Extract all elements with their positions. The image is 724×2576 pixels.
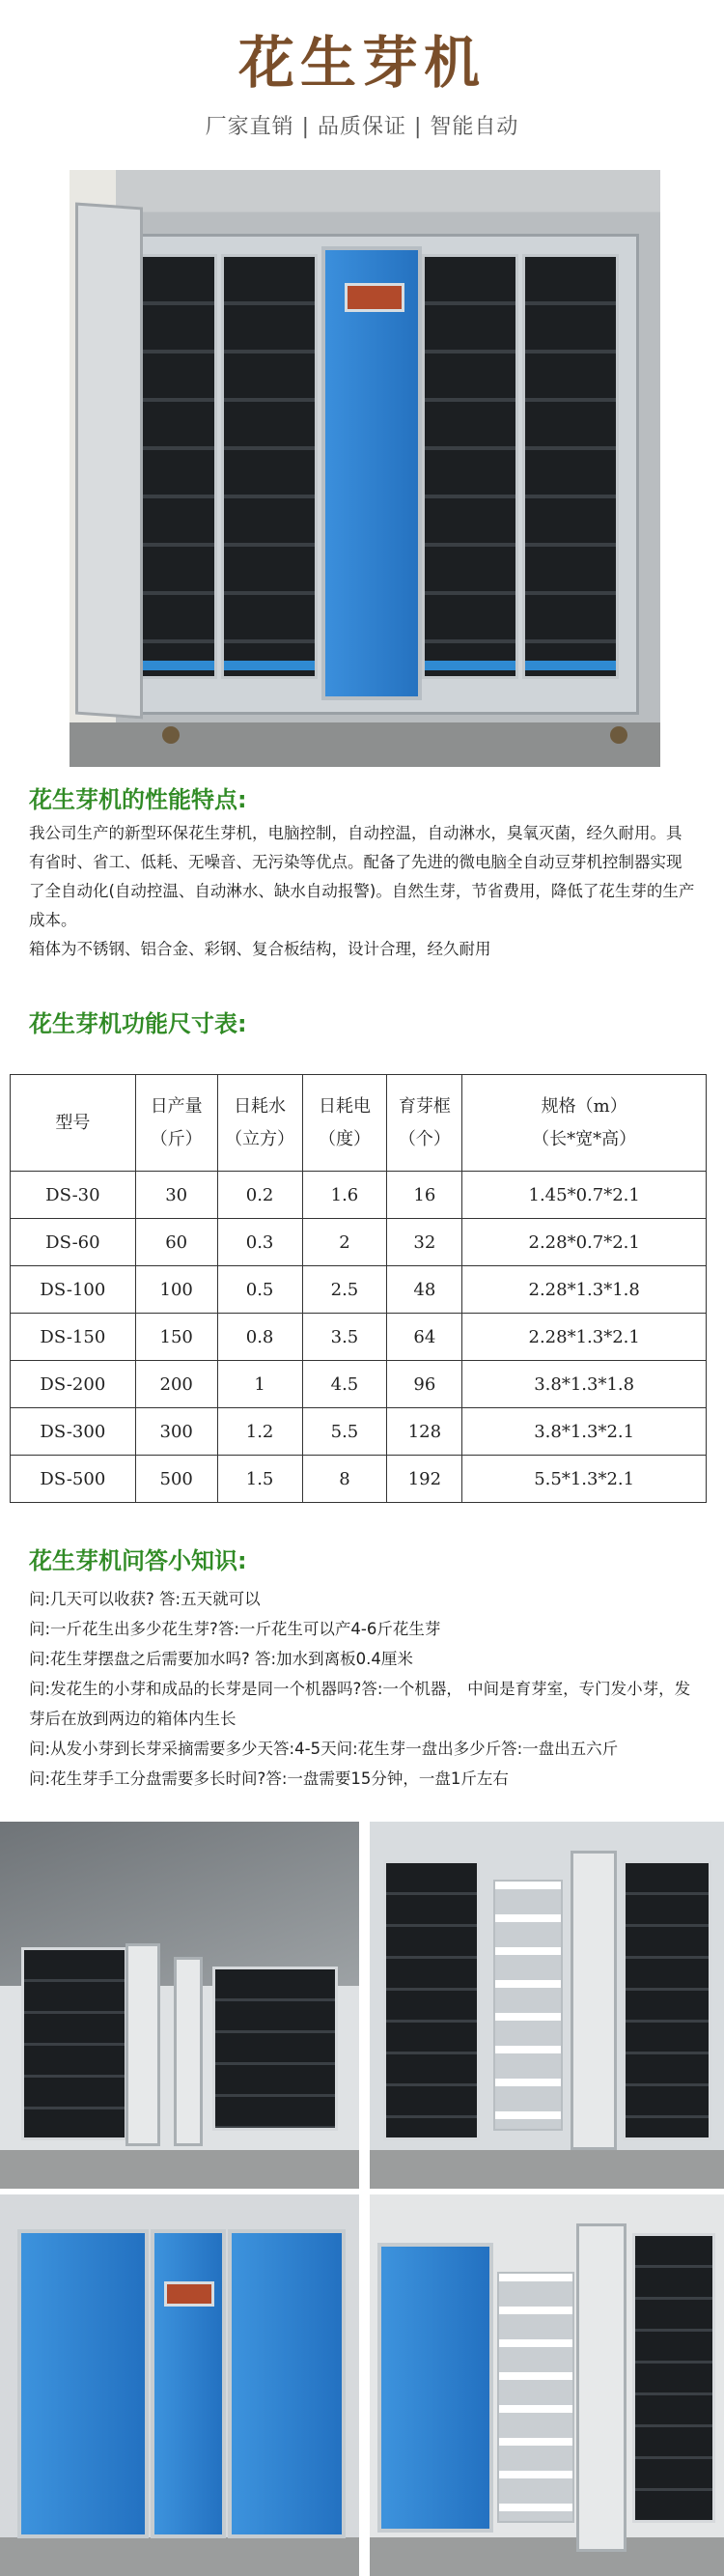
qa-item: 问:几天可以收获? 答:五天就可以 [29,1590,261,1608]
cell-output: 30 [135,1172,217,1219]
cell-trays: 32 [387,1219,462,1266]
blue-door [377,2243,493,2533]
center-door [151,2229,226,2538]
machine-photo-side [370,2194,724,2576]
header-dimensions: 规格（m） （长*宽*高） [462,1075,707,1172]
cell-water: 0.2 [217,1172,302,1219]
machine-photo-main [70,170,660,767]
cell-output: 300 [135,1408,217,1456]
cell-model: DS-200 [11,1361,136,1408]
tray-bay [221,254,318,679]
blue-door [228,2229,346,2538]
blue-door [17,2229,149,2538]
cell-water: 1.5 [217,1456,302,1503]
cell-trays: 96 [387,1361,462,1408]
qa-item: 问:从发小芽到长芽采摘需要多少天答:4-5天问:花生芽一盘出多少斤答:一盘出五六斤 [29,1740,619,1758]
tray [525,661,616,670]
cell-trays: 192 [387,1456,462,1503]
floor [0,2537,359,2576]
features-paragraph: 我公司生产的新型环保花生芽机，电脑控制，自动控温，自动淋水，臭氧灭菌，经久耐用。具有省时、省工、低耗、无噪音、无污染等优点。配备了先进的微电脑全自动豆芽机控制器实现了全自动化(自动控温、自动淋水、缺水自动报警)。自然生芽，节省费用，降低了花生芽的生产成本。 [29,824,695,929]
cell-output: 60 [135,1219,217,1266]
tray [224,661,315,670]
caster-wheel [610,726,627,744]
cell-power: 3.5 [302,1314,387,1361]
cell-water: 1 [217,1361,302,1408]
machine-cabinet [98,234,639,715]
specs-title: 花生芽机功能尺寸表: [29,1010,247,1037]
table-header-row [11,1075,707,1172]
floor [370,2537,724,2576]
cell-model: DS-30 [11,1172,136,1219]
header-daily-power: 日耗电 （度） [302,1075,387,1172]
table-row [11,1361,707,1408]
page-subtitle: 厂家直销 | 品质保证 | 智能自动 [205,115,519,139]
table-row [11,1172,707,1219]
machine-photo-closed [0,2194,359,2576]
cell-power: 2 [302,1219,387,1266]
qa-item: 问:花生芽摆盘之后需要加水吗? 答:加水到离板0.4厘米 [29,1650,413,1668]
table-row [11,1456,707,1503]
cell-trays: 16 [387,1172,462,1219]
cell-water: 0.8 [217,1314,302,1361]
cell-output: 200 [135,1361,217,1408]
cell-water: 0.3 [217,1219,302,1266]
center-door [321,246,422,700]
cell-model: DS-300 [11,1408,136,1456]
cell-output: 500 [135,1456,217,1503]
open-door [174,1957,203,2146]
cell-trays: 128 [387,1408,462,1456]
qa-item: 问:一斤花生出多少花生芽?答:一斤花生可以产4-6斤花生芽 [29,1620,441,1638]
qa-item: 问:发花生的小芽和成品的长芽是同一个机器吗?答:一个机器， 中间是育芽室，专门发小芽，发芽后在放到两边的箱体内生长 [29,1680,691,1728]
open-door [571,1851,617,2150]
cell-dimensions: 3.8*1.3*2.1 [462,1408,707,1456]
cell-trays: 64 [387,1314,462,1361]
open-door [125,1943,160,2146]
table-row [11,1266,707,1314]
cell-dimensions: 2.28*1.3*2.1 [462,1314,707,1361]
cell-model: DS-500 [11,1456,136,1503]
cell-model: DS-150 [11,1314,136,1361]
cell-water: 0.5 [217,1266,302,1314]
tray-bay [422,254,518,679]
cell-output: 150 [135,1314,217,1361]
cell-dimensions: 2.28*1.3*1.8 [462,1266,707,1314]
ground [70,722,660,767]
page-title: 花生芽机 [237,30,486,96]
cell-power: 1.6 [302,1172,387,1219]
germination-shelf [493,1880,563,2131]
qa-list [29,1584,705,1794]
cell-power: 8 [302,1456,387,1503]
open-side-door [75,203,143,720]
machine-photo-open-doors [370,1822,724,2189]
page-header [0,0,724,164]
cell-dimensions: 3.8*1.3*1.8 [462,1361,707,1408]
tray-rack [632,2233,715,2523]
floor [370,2150,724,2189]
table-row [11,1314,707,1361]
table-row [11,1219,707,1266]
tray [425,661,515,670]
header-trays: 育芽框 （个） [387,1075,462,1172]
header-daily-water: 日耗水 （立方） [217,1075,302,1172]
cell-model: DS-60 [11,1219,136,1266]
tray-rack [383,1860,480,2140]
features-title: 花生芽机的性能特点: [29,786,247,813]
cell-dimensions: 1.45*0.7*2.1 [462,1172,707,1219]
control-panel [164,2281,214,2307]
header-model: 型号 [11,1075,136,1172]
table-row [11,1408,707,1456]
cell-water: 1.2 [217,1408,302,1456]
machine-photo-greenhouse [0,1822,359,2189]
tray-rack [212,1967,338,2131]
open-door [576,2223,627,2552]
qa-item: 问:花生芽手工分盘需要多长时间?答:一盘需要15分钟，一盘1斤左右 [29,1769,509,1788]
cell-model: DS-100 [11,1266,136,1314]
spec-table [10,1074,707,1503]
caster-wheel [162,726,180,744]
cell-power: 2.5 [302,1266,387,1314]
features-paragraph: 箱体为不锈钢、铝合金、彩钢、复合板结构，设计合理，经久耐用 [29,940,491,958]
cell-trays: 48 [387,1266,462,1314]
tray-rack [623,1860,711,2140]
cell-dimensions: 5.5*1.3*2.1 [462,1456,707,1503]
control-panel [345,283,404,312]
floor [0,2150,359,2189]
cell-dimensions: 2.28*0.7*2.1 [462,1219,707,1266]
qa-title: 花生芽机问答小知识: [29,1547,247,1574]
header-daily-output: 日产量 （斤） [135,1075,217,1172]
cell-output: 100 [135,1266,217,1314]
germination-shelf [497,2272,574,2523]
tray-rack [21,1947,127,2140]
tray-bay [522,254,619,679]
cell-power: 5.5 [302,1408,387,1456]
features-text [29,819,695,964]
cell-power: 4.5 [302,1361,387,1408]
